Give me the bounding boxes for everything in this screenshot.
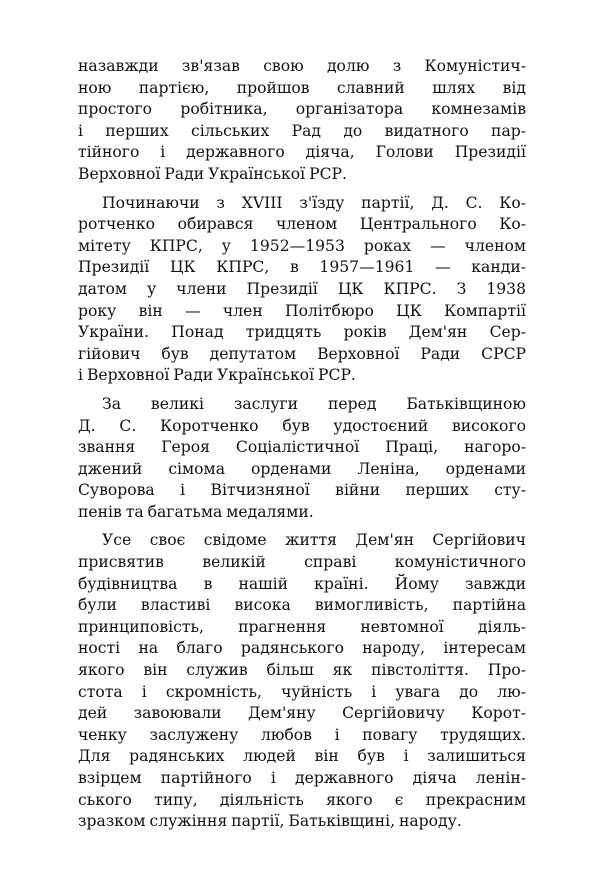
text-line: назавжди зв'язав свою долю з Комуністич-: [78, 57, 526, 75]
text-line: ченку заслужену любов і повагу трудящих.: [78, 725, 526, 744]
text-line: джений сімома орденами Леніна, орденами: [78, 459, 526, 478]
text-line: пенів та багатьма медалями.: [78, 502, 314, 521]
text-line: простого робітника, організатора комнезамів: [78, 100, 526, 119]
text-line: були властиві висока вимогливість, партійна: [78, 596, 526, 615]
text-line: дей завоювали Дем'яну Сергійовичу Корот-: [78, 704, 526, 723]
paragraph-legacy: [78, 530, 526, 832]
document-page: [78, 56, 526, 840]
text-line: звання Героя Соціалістичної Праці, нагоро-: [78, 438, 526, 457]
text-line: присвятив великій справі комуністичного: [78, 553, 526, 572]
text-line: України. Понад тридцять років Дем'ян Сер-: [78, 323, 526, 342]
text-line: Суворова і Вітчизняної війни перших сту-: [78, 481, 526, 500]
text-line: стота і скромність, чуйність і увага до лю-: [78, 682, 526, 701]
text-line: якого він служив більш як півстоліття. Про-: [78, 661, 526, 680]
text-line: Президії ЦК КПРС, в 1957—1961 — канди-: [78, 258, 526, 277]
text-line: Верховної Ради Української РСР.: [78, 164, 347, 183]
text-line: принциповість, прагнення невтомної діяль-: [78, 617, 526, 636]
text-line: тійного і державного діяча, Голови Президії: [78, 143, 526, 162]
text-line: ною партією, пройшов славний шлях від: [78, 78, 526, 97]
text-line: Для радянських людей він був і залишиться: [78, 747, 526, 766]
text-line: ротченко обирався членом Центрального Ко-: [78, 215, 526, 234]
text-line: року він — член Політбюро ЦК Компартії: [78, 301, 526, 320]
text-line: За великі заслуги перед Батьківщиною: [102, 394, 526, 413]
text-line: Д. С. Коротченко був удостоєний високого: [78, 416, 526, 435]
text-line: і Верховної Ради Української РСР.: [78, 366, 356, 385]
text-line: Починаючи з XVIII з'їзду партії, Д. С. Ко-: [102, 193, 526, 212]
text-line: будівництва в нашій країні. Йому завжди: [78, 574, 526, 593]
paragraph-awards: [78, 394, 526, 524]
text-line: і перших сільських Рад до видатного пар-: [78, 121, 526, 140]
text-line: зразком служіння партії, Батьківщині, народу.: [78, 812, 462, 831]
paragraph-career: [78, 193, 526, 387]
text-line: датом у члени Президії ЦК КПРС. З 1938: [78, 279, 526, 298]
text-line: ського типу, діяльність якого є прекрасним: [78, 790, 526, 809]
text-line: гійович був депутатом Верховної Ради СРСР: [78, 344, 526, 363]
text-line: Усе своє свідоме життя Дем'ян Сергійович: [102, 531, 526, 550]
text-line: ності на благо радянського народу, інтересам: [78, 639, 526, 658]
paragraph-continuation: [78, 56, 526, 186]
text-line: мітету КПРС, у 1952—1953 роках — членом: [78, 236, 526, 255]
text-line: взірцем партійного і державного діяча ленін-: [78, 769, 526, 787]
